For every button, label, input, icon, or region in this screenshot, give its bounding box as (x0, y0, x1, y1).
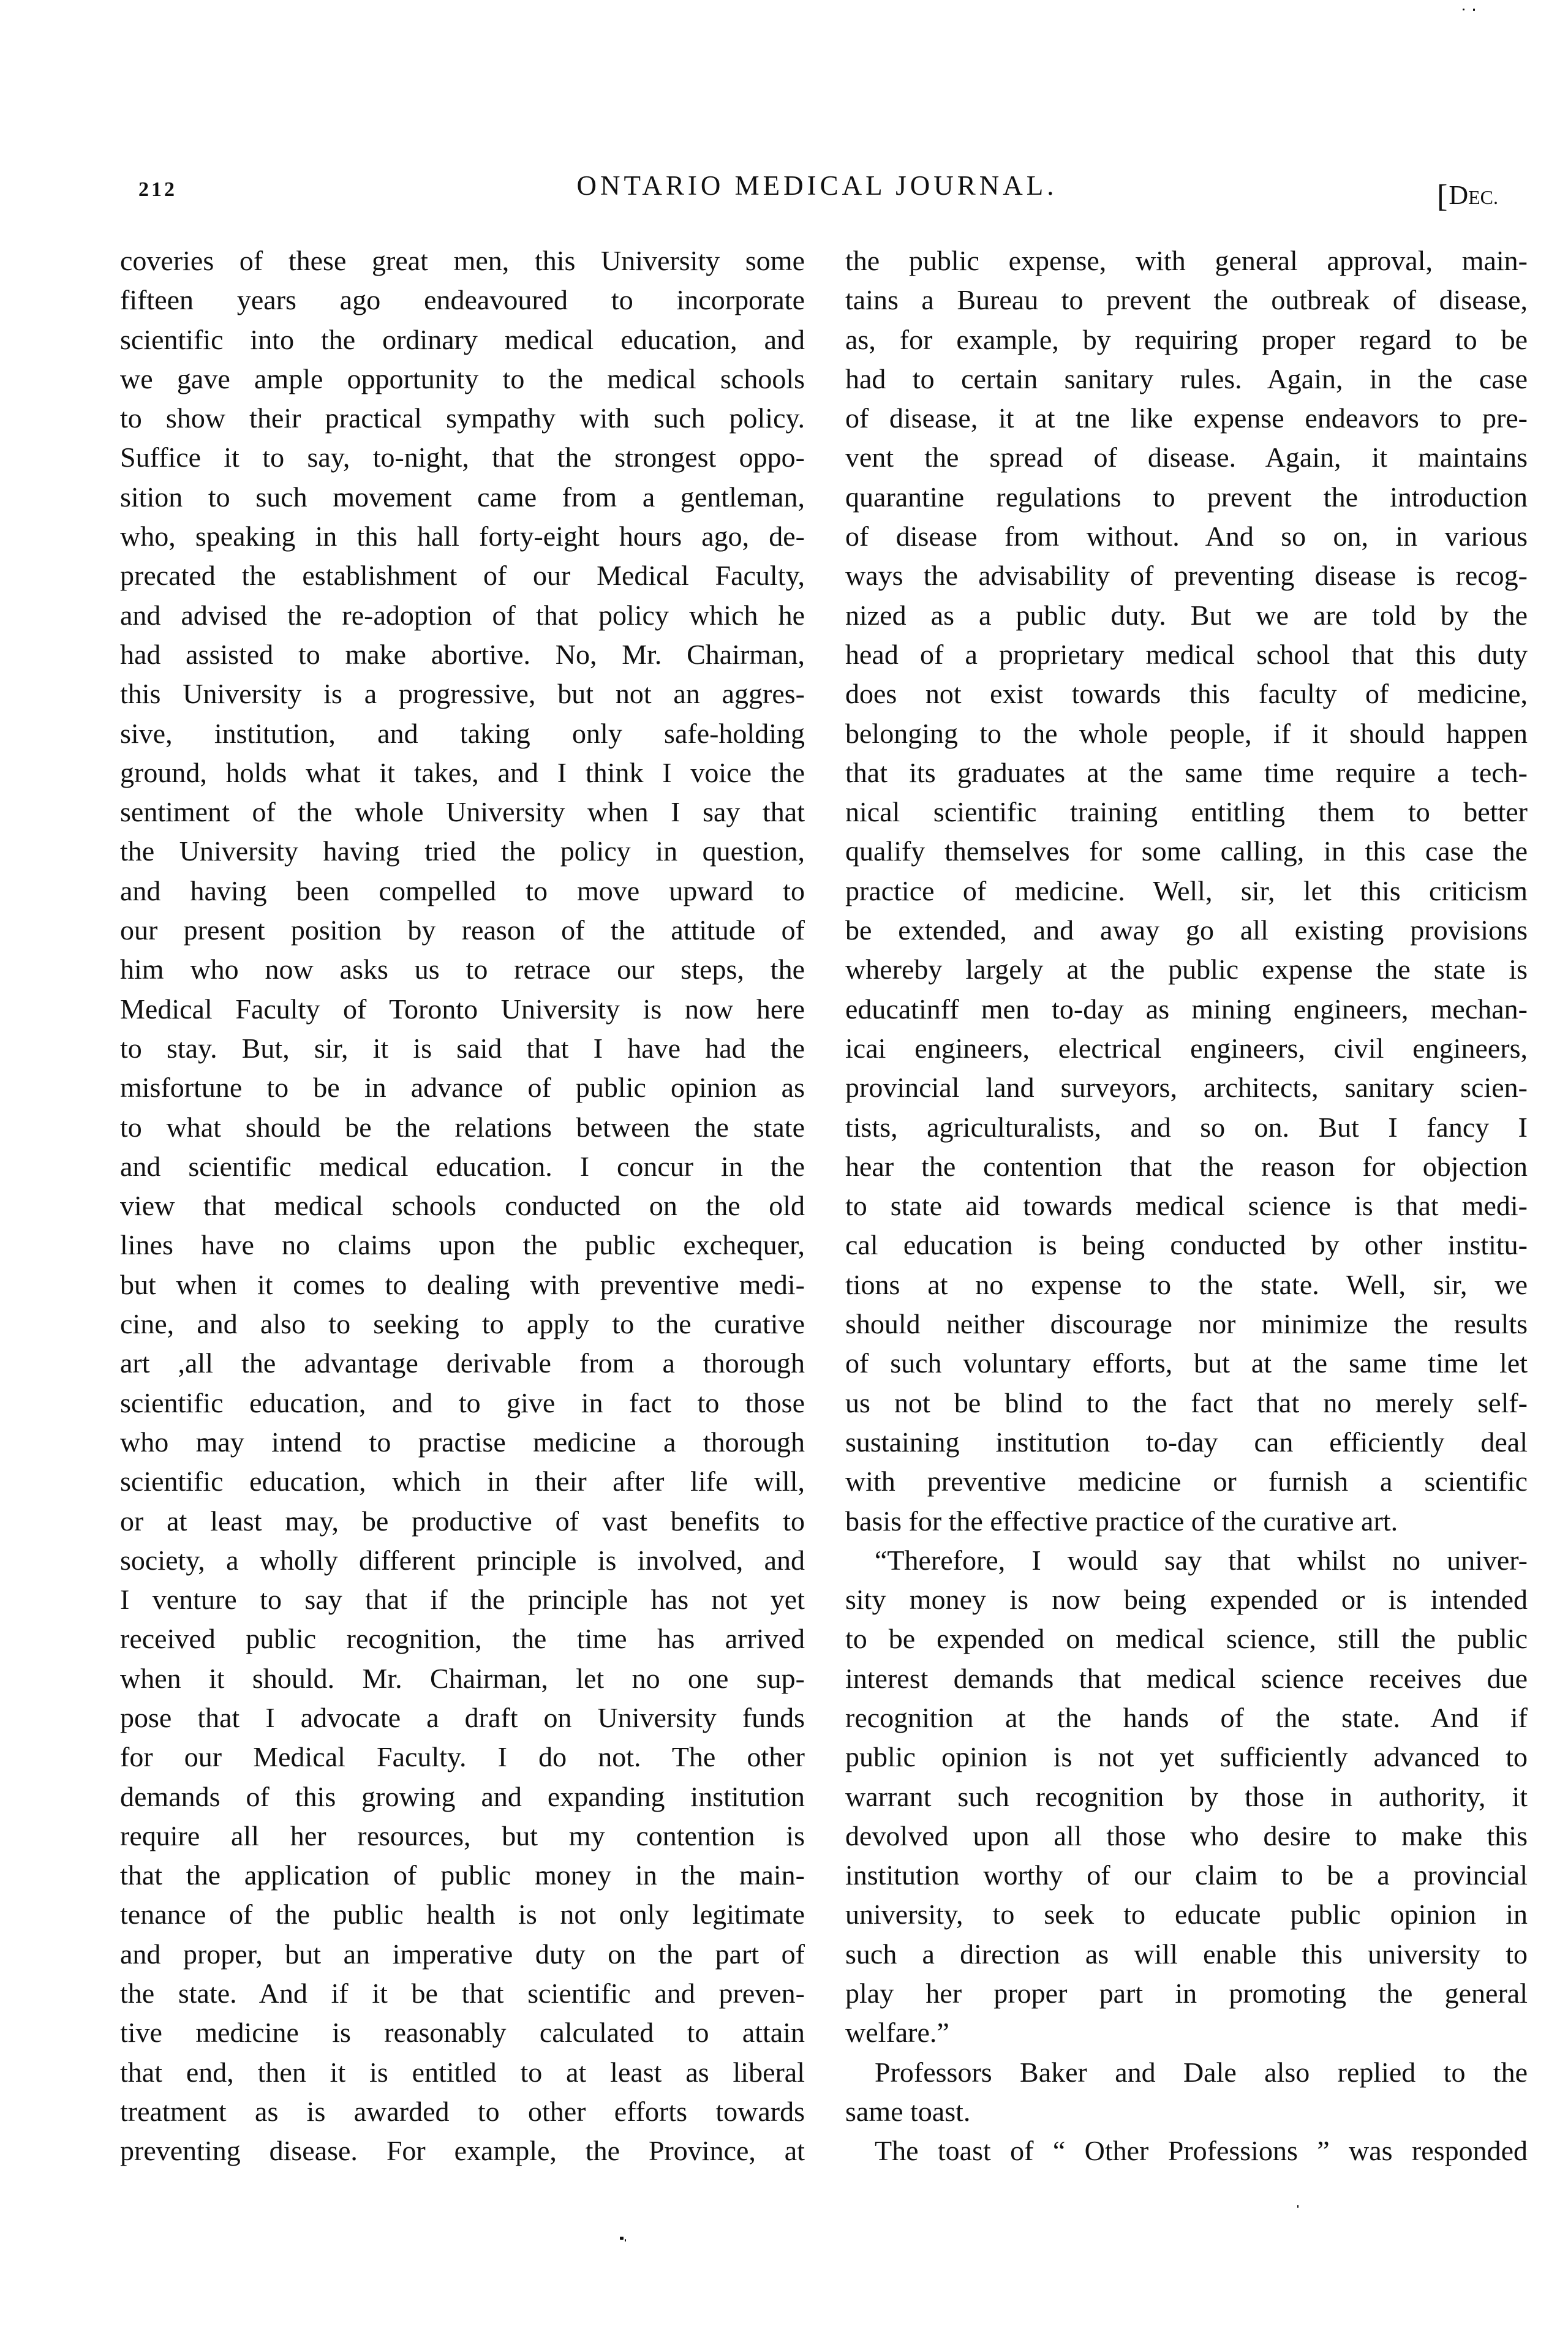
text-line: and proper, but an imperative duty on the part of (120, 1938, 805, 1970)
text-line: fifteen years ago endeavoured to incorporate (120, 284, 805, 316)
text-line: precated the establishment of our Medical Faculty, (120, 560, 805, 592)
text-line: educatinff men to-day as mining engineers, mechan- (845, 993, 1528, 1025)
text-line: scientific education, which in their after life will, (120, 1466, 805, 1497)
text-line: for our Medical Faculty. I do not. The other (120, 1741, 805, 1773)
text-line: Professors Baker and Dale also replied to the (875, 2056, 1528, 2088)
month-rest: EC. (1468, 186, 1498, 208)
text-line: art ,all the advantage derivable from a thorough (120, 1347, 805, 1379)
text-line: of such voluntary efforts, but at the same time let (845, 1347, 1528, 1379)
text-line: scientific education, and to give in fact to those (120, 1387, 805, 1418)
text-line: devolved upon all those who desire to make this (845, 1820, 1528, 1851)
text-line: lines have no claims upon the public exchequer, (120, 1229, 805, 1261)
text-line: sentiment of the whole University when I say that (120, 796, 805, 828)
text-line: that its graduates at the same time require a tech- (845, 756, 1528, 788)
text-line: tive medicine is reasonably calculated to attain (120, 2017, 805, 2049)
text-line: our present position by reason of the attitude of (120, 914, 805, 946)
text-line: nized as a public duty. But we are told by the (845, 599, 1528, 631)
text-line: Medical Faculty of Toronto University is now here (120, 993, 805, 1025)
text-line: practice of medicine. Well, sir, let this criticism (845, 875, 1528, 906)
text-line: to show their practical sympathy with such policy. (120, 402, 805, 434)
text-line: does not exist towards this faculty of medicine, (845, 678, 1528, 710)
journal-title: ONTARIO MEDICAL JOURNAL. (576, 170, 1058, 201)
text-line: this University is a progressive, but not an aggres- (120, 678, 805, 710)
text-line: sive, institution, and taking only safe-holding (120, 717, 805, 749)
text-line: public opinion is not yet sufficiently advanced to (845, 1741, 1528, 1773)
text-line: we gave ample opportunity to the medical schools (120, 363, 805, 394)
text-line: cal education is being conducted by other institu- (845, 1229, 1528, 1261)
scan-speck (625, 2239, 626, 2242)
text-line: had to certain sanitary rules. Again, in the case (845, 363, 1528, 394)
text-line: us not be blind to the fact that no merely self- (845, 1387, 1528, 1418)
text-line: should neither discourage nor minimize the results (845, 1308, 1528, 1340)
text-line: preventing disease. For example, the Province, at (120, 2135, 805, 2167)
text-line: “Therefore, I would say that whilst no univer- (875, 1544, 1528, 1576)
text-line: The toast of “ Other Professions ” was responded (875, 2135, 1528, 2167)
text-line: to stay. But, sir, it is said that I have had the (120, 1032, 805, 1064)
text-line: and scientific medical education. I concur in the (120, 1150, 805, 1182)
text-line: basis for the effective practice of the curative art. (845, 1505, 1398, 1537)
text-line: him who now asks us to retrace our steps, the (120, 954, 805, 985)
text-line: same toast. (845, 2095, 971, 2127)
text-line: pose that I advocate a draft on University funds (120, 1701, 805, 1733)
text-line: or at least may, be productive of vast benefits to (120, 1505, 805, 1537)
text-line: misfortune to be in advance of public opinion as (120, 1072, 805, 1104)
text-line: quarantine regulations to prevent the introduction (845, 481, 1528, 513)
text-line: sity money is now being expended or is intended (845, 1584, 1528, 1616)
text-line: when it should. Mr. Chairman, let no one sup- (120, 1662, 805, 1694)
text-line: hear the contention that the reason for objection (845, 1150, 1528, 1182)
text-line: ways the advisability of preventing disease is recog- (845, 560, 1528, 592)
text-line: warrant such recognition by those in authority, it (845, 1780, 1528, 1812)
text-line: with preventive medicine or furnish a scientific (845, 1466, 1528, 1497)
text-line: belonging to the whole people, if it should happen (845, 717, 1528, 749)
text-line: to state aid towards medical science is that medi- (845, 1190, 1528, 1222)
text-line: treatment as is awarded to other efforts towards (120, 2095, 805, 2127)
text-line: university, to seek to educate public opinion in (845, 1899, 1528, 1930)
text-line: the state. And if it be that scientific and preven- (120, 1978, 805, 2009)
text-line: demands of this growing and expanding institution (120, 1780, 805, 1812)
issue-month (1437, 179, 1498, 213)
page-number: 212 (138, 178, 177, 201)
text-line: that the application of public money in the main- (120, 1859, 805, 1891)
text-line: institution worthy of our claim to be a provincial (845, 1859, 1528, 1891)
text-line: head of a proprietary medical school that this duty (845, 638, 1528, 670)
left-column (120, 241, 805, 2171)
text-line: of disease, it at tne like expense endeavors to pre- (845, 402, 1528, 434)
right-column (845, 241, 1528, 2171)
text-line: sustaining institution to-day can efficiently deal (845, 1426, 1528, 1458)
text-line: vent the spread of disease. Again, it maintains (845, 442, 1528, 473)
text-line: society, a wholly different principle is involved, and (120, 1544, 805, 1576)
text-line: nical scientific training entitling them to better (845, 796, 1528, 828)
text-line: play her proper part in promoting the general (845, 1978, 1528, 2009)
text-line: that end, then it is entitled to at least as liberal (120, 2056, 805, 2088)
text-line: ground, holds what it takes, and I think I voice the (120, 756, 805, 788)
text-line: and advised the re-adoption of that policy which he (120, 599, 805, 631)
text-line: sition to such movement came from a gentleman, (120, 481, 805, 513)
text-line: coveries of these great men, this University some (120, 245, 805, 276)
running-head (0, 0, 1568, 220)
text-line: to be expended on medical science, still the public (845, 1623, 1528, 1655)
text-line: welfare.” (845, 2017, 949, 2049)
text-line: to what should be the relations between the state (120, 1111, 805, 1143)
text-line: had assisted to make abortive. No, Mr. Chairman, (120, 638, 805, 670)
text-line: tions at no expense to the state. Well, sir, we (845, 1268, 1528, 1300)
text-line: the University having tried the policy in question, (120, 835, 805, 867)
scan-speck (1297, 2205, 1298, 2208)
text-line: recognition at the hands of the state. And if (845, 1701, 1528, 1733)
text-line: as, for example, by requiring proper regard to be (845, 323, 1528, 355)
text-line: interest demands that medical science receives due (845, 1662, 1528, 1694)
text-line: icai engineers, electrical engineers, civil engineers, (845, 1032, 1528, 1064)
text-line: and having been compelled to move upward to (120, 875, 805, 906)
month-initial: D (1449, 180, 1469, 210)
text-line: the public expense, with general approval, main- (845, 245, 1528, 276)
text-line: tists, agriculturalists, and so on. But I fancy I (845, 1111, 1528, 1143)
text-line: provincial land surveyors, architects, sanitary scien- (845, 1072, 1528, 1104)
text-line: whereby largely at the public expense the state is (845, 954, 1528, 985)
text-line: tenance of the public health is not only legitimate (120, 1899, 805, 1930)
text-line: require all her resources, but my contention is (120, 1820, 805, 1851)
text-line: such a direction as will enable this university to (845, 1938, 1528, 1970)
text-line: qualify themselves for some calling, in this case the (845, 835, 1528, 867)
bracket-glyph: [ (1437, 179, 1448, 214)
text-line: who, speaking in this hall forty-eight hours ago, de- (120, 521, 805, 552)
text-line: Suffice it to say, to-night, that the strongest oppo- (120, 442, 805, 473)
text-line: tains a Bureau to prevent the outbreak of disease, (845, 284, 1528, 316)
text-line: cine, and also to seeking to apply to the curative (120, 1308, 805, 1340)
text-line: scientific into the ordinary medical education, and (120, 323, 805, 355)
text-line: view that medical schools conducted on the old (120, 1190, 805, 1222)
text-line: who may intend to practise medicine a thorough (120, 1426, 805, 1458)
text-line: but when it comes to dealing with preventive medi- (120, 1268, 805, 1300)
scan-speck (620, 2237, 624, 2240)
text-line: of disease from without. And so on, in various (845, 521, 1528, 552)
text-line: received public recognition, the time has arrived (120, 1623, 805, 1655)
text-line: be extended, and away go all existing provisions (845, 914, 1528, 946)
text-line: I venture to say that if the principle has not yet (120, 1584, 805, 1616)
